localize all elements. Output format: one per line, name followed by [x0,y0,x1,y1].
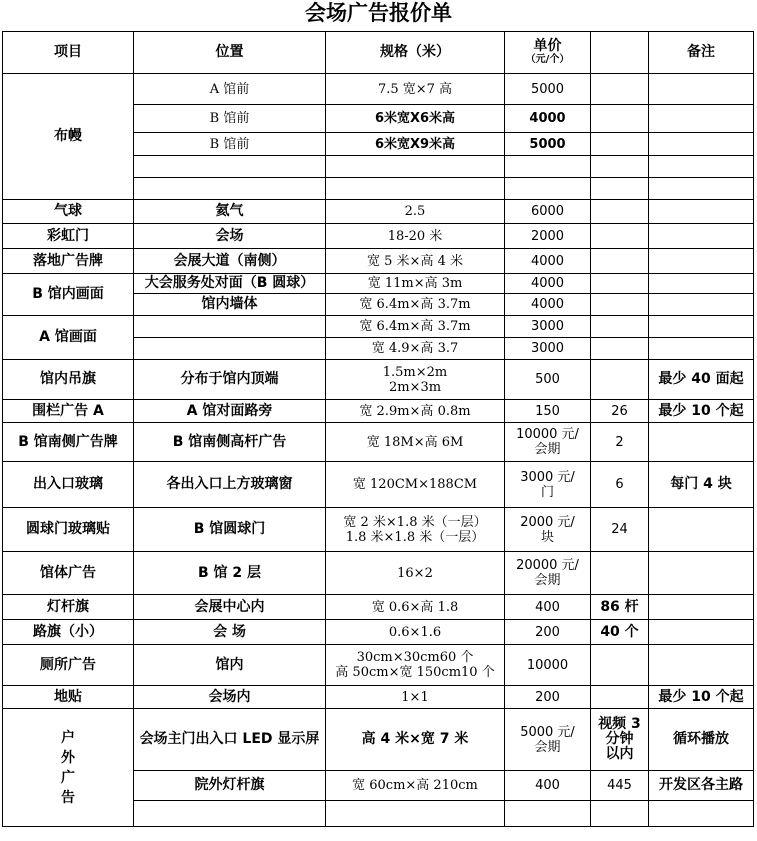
header-qty [591,32,649,74]
spec-cell: 宽 6.4m×高 3.7m [326,294,505,316]
location-cell [134,316,326,338]
table-row [3,508,754,552]
qty-cell: 445 [591,771,649,801]
table-row [3,316,754,338]
location-cell: 会展大道（南侧） [134,249,326,274]
item-cell: 落地广告牌 [3,249,134,274]
header-item: 项目 [3,32,134,74]
price-cell [505,801,591,827]
item-cell: 路旗（小） [3,620,134,645]
price-cell: 2000 [505,224,591,249]
remark-cell [649,552,754,595]
table-row [3,274,754,294]
price-cell: 5000 元/ 会期 [505,709,591,771]
spec-cell: 宽 4.9×高 3.7 [326,338,505,360]
remark-cell [649,105,754,133]
location-cell: 氦气 [134,200,326,224]
location-cell [134,338,326,360]
quote-table [2,31,754,827]
price-cell: 500 [505,360,591,400]
spec-cell: 高 4 米×宽 7 米 [326,709,505,771]
price-cell: 3000 [505,316,591,338]
remark-cell: 循环播放 [649,709,754,771]
remark-cell: 最少 10 个起 [649,400,754,423]
remark-cell: 开发区各主路 [649,771,754,801]
location-cell: B 馆前 [134,105,326,133]
spec-cell: 6米宽X6米高 [326,105,505,133]
spec-cell: 0.6×1.6 [326,620,505,645]
location-cell: 分布于馆内顶端 [134,360,326,400]
spec-cell: 16×2 [326,552,505,595]
price-cell: 3000 [505,338,591,360]
price-cell: 400 [505,771,591,801]
spec-cell: 宽 11m×高 3m [326,274,505,294]
price-cell: 2000 元/ 块 [505,508,591,552]
spec-cell: 宽 120CM×188CM [326,462,505,508]
item-cell: 围栏广告 A [3,400,134,423]
table-row [3,224,754,249]
table-row [3,200,754,224]
page-title: 会场广告报价单 [305,1,452,25]
remark-cell [649,249,754,274]
remark-cell [649,645,754,686]
qty-cell: 86 杆 [591,595,649,620]
table-row [3,552,754,595]
location-cell: A 馆对面路旁 [134,400,326,423]
spec-cell: 7.5 宽×7 高 [326,74,505,105]
qty-cell [591,686,649,709]
header-spec: 规格（米） [326,32,505,74]
remark-cell: 最少 40 面起 [649,360,754,400]
price-cell: 400 [505,595,591,620]
qty-cell [591,200,649,224]
item-cell: B 馆内画面 [3,274,134,316]
spec-cell: 1.5m×2m 2m×3m [326,360,505,400]
spec-cell [326,801,505,827]
qty-cell: 6 [591,462,649,508]
qty-cell [591,249,649,274]
price-cell: 5000 [505,74,591,105]
item-cell: 馆体广告 [3,552,134,595]
qty-cell [591,360,649,400]
spec-cell: 宽 18M×高 6M [326,423,505,462]
spec-cell [326,156,505,178]
table-row [3,686,754,709]
qty-cell [591,178,649,200]
location-cell: 院外灯杆旗 [134,771,326,801]
table-row [3,249,754,274]
item-cell: 气球 [3,200,134,224]
spec-cell: 30cm×30cm60 个 高 50cm×宽 150cm10 个 [326,645,505,686]
remark-cell [649,595,754,620]
location-cell: 各出入口上方玻璃窗 [134,462,326,508]
item-cell: B 馆南侧广告牌 [3,423,134,462]
spec-cell: 2.5 [326,200,505,224]
remark-cell [649,294,754,316]
table-row [3,620,754,645]
qty-cell: 2 [591,423,649,462]
location-cell: 会展中心内 [134,595,326,620]
qty-cell: 40 个 [591,620,649,645]
qty-cell [591,74,649,105]
qty-cell [591,105,649,133]
remark-cell [649,801,754,827]
table-row [3,645,754,686]
item-cell: A 馆画面 [3,316,134,360]
spec-cell: 宽 6.4m×高 3.7m [326,316,505,338]
price-cell: 150 [505,400,591,423]
price-cell [505,156,591,178]
price-cell: 5000 [505,133,591,156]
spec-cell: 宽 5 米×高 4 米 [326,249,505,274]
location-cell: 馆内 [134,645,326,686]
location-cell: 会 场 [134,620,326,645]
spec-cell: 宽 2.9m×高 0.8m [326,400,505,423]
location-cell: A 馆前 [134,74,326,105]
qty-cell: 视频 3 分钟 以内 [591,709,649,771]
price-cell: 200 [505,620,591,645]
location-cell: B 馆 2 层 [134,552,326,595]
spec-cell: 宽 60cm×高 210cm [326,771,505,801]
spec-cell: 6米宽X9米高 [326,133,505,156]
qty-cell [591,294,649,316]
remark-cell [649,620,754,645]
item-cell: 厕所广告 [3,645,134,686]
remark-cell [649,423,754,462]
price-cell: 4000 [505,105,591,133]
table-row [3,462,754,508]
table-row [3,360,754,400]
price-cell: 20000 元/ 会期 [505,552,591,595]
header-location: 位置 [134,32,326,74]
location-cell: 大会服务处对面（B 圆球） [134,274,326,294]
table-row [3,423,754,462]
spec-cell [326,178,505,200]
qty-cell [591,801,649,827]
spec-cell: 1×1 [326,686,505,709]
qty-cell [591,645,649,686]
remark-cell [649,178,754,200]
qty-cell [591,274,649,294]
table-row [3,709,754,771]
location-cell: 会场 [134,224,326,249]
remark-cell [649,74,754,105]
remark-cell [649,133,754,156]
price-cell: 3000 元/ 门 [505,462,591,508]
price-cell: 4000 [505,274,591,294]
location-cell: B 馆圆球门 [134,508,326,552]
location-cell: 会场主门出入口 LED 显示屏 [134,709,326,771]
table-row [3,74,754,105]
remark-cell [649,508,754,552]
qty-cell: 24 [591,508,649,552]
location-cell [134,801,326,827]
price-cell [505,178,591,200]
remark-cell: 每门 4 块 [649,462,754,508]
price-cell: 4000 [505,294,591,316]
location-cell: 会场内 [134,686,326,709]
price-cell: 200 [505,686,591,709]
item-cell: 灯杆旗 [3,595,134,620]
qty-cell [591,133,649,156]
remark-cell: 最少 10 个起 [649,686,754,709]
qty-cell [591,224,649,249]
remark-cell [649,224,754,249]
location-cell [134,156,326,178]
item-cell: 圆球门玻璃贴 [3,508,134,552]
remark-cell [649,338,754,360]
location-cell: 馆内墙体 [134,294,326,316]
price-cell: 10000 [505,645,591,686]
location-cell [134,178,326,200]
spec-cell: 18-20 米 [326,224,505,249]
qty-cell [591,156,649,178]
remark-cell [649,156,754,178]
remark-cell [649,200,754,224]
price-cell: 10000 元/ 会期 [505,423,591,462]
item-cell: 彩虹门 [3,224,134,249]
item-cell: 地贴 [3,686,134,709]
price-cell: 6000 [505,200,591,224]
qty-cell [591,338,649,360]
item-cell: 出入口玻璃 [3,462,134,508]
qty-cell [591,552,649,595]
qty-cell: 26 [591,400,649,423]
location-cell: B 馆南侧高杆广告 [134,423,326,462]
spec-cell: 宽 0.6×高 1.8 [326,595,505,620]
item-banner: 布幔 [3,74,134,200]
header-row [3,32,754,74]
remark-cell [649,316,754,338]
item-cell: 馆内吊旗 [3,360,134,400]
header-remark: 备注 [649,32,754,74]
item-outdoor: 户 外 广 告 [3,709,134,827]
price-cell: 4000 [505,249,591,274]
remark-cell [649,274,754,294]
header-price: 单价 （元/个） [505,32,591,74]
qty-cell [591,316,649,338]
location-cell: B 馆前 [134,133,326,156]
table-row [3,595,754,620]
table-row [3,400,754,423]
spec-cell: 宽 2 米×1.8 米（一层） 1.8 米×1.8 米（一层） [326,508,505,552]
